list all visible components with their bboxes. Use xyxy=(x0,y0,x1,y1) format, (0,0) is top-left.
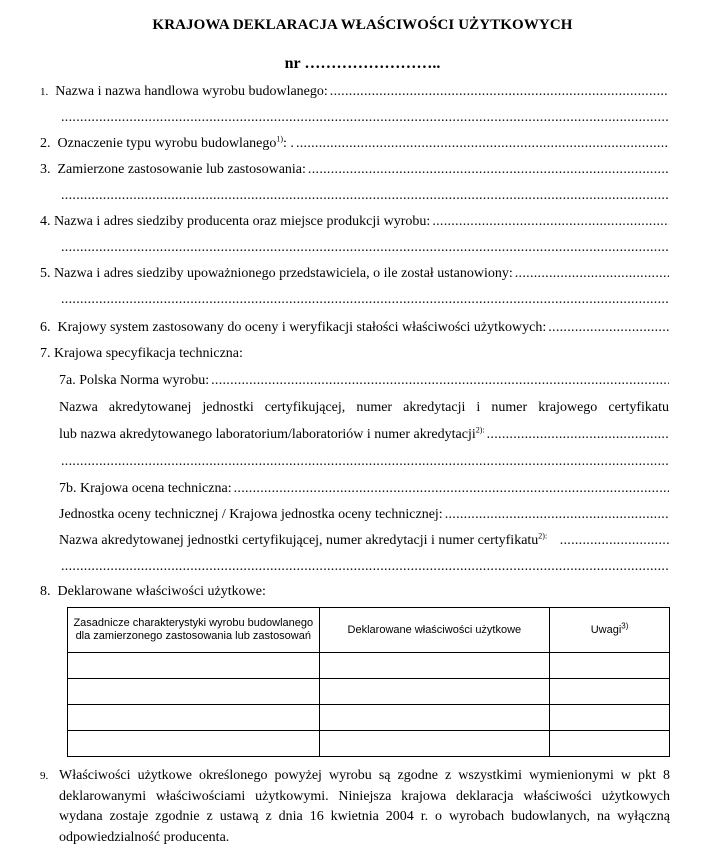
table-cell[interactable] xyxy=(550,679,670,705)
conformity-statement xyxy=(40,766,670,848)
fill-line xyxy=(61,452,669,472)
table-row xyxy=(68,679,670,705)
table-cell[interactable] xyxy=(319,653,550,679)
table-header-row xyxy=(68,608,670,653)
fill-line xyxy=(61,186,669,206)
fill-line xyxy=(487,425,669,445)
field-7b-unit-label: Jednostka oceny technicznej / Krajowa jednostka oceny technicznej: xyxy=(59,507,443,522)
field-3[interactable] xyxy=(40,160,669,180)
table-row xyxy=(68,653,670,679)
fill-line xyxy=(234,479,669,499)
field-6[interactable] xyxy=(40,318,669,338)
field-8 xyxy=(40,582,669,602)
table-cell[interactable] xyxy=(68,679,320,705)
fill-line xyxy=(432,212,669,232)
column-header-characteristics: Zasadnicze charakterystyki wyrobu budowlanego dla zamierzonego zastosowania lub zastosowań xyxy=(68,608,320,653)
table-cell[interactable] xyxy=(550,653,670,679)
remarks-label: Uwagi xyxy=(590,623,622,636)
field-5-continuation[interactable] xyxy=(59,290,669,310)
table-row xyxy=(68,705,670,731)
item-number: 8. xyxy=(40,584,51,599)
page-title: KRAJOWA DEKLARACJA WŁAŚCIWOŚCI UŻYTKOWYCH xyxy=(152,17,573,33)
column-header-declared-performance: Deklarowane właściwości użytkowe xyxy=(319,608,550,653)
field-7 xyxy=(40,344,669,364)
fill-line xyxy=(61,557,669,577)
footnote-ref: 1) xyxy=(276,134,284,144)
table-cell[interactable] xyxy=(550,731,670,757)
field-3-continuation[interactable] xyxy=(59,186,669,206)
field-6-label: Krajowy system zastosowany do oceny i weryfikacji stałości właściwości użytkowych: xyxy=(57,320,547,335)
fill-line xyxy=(61,108,669,128)
fill-line xyxy=(61,238,669,258)
table-cell[interactable] xyxy=(319,731,550,757)
column-header-remarks xyxy=(550,608,670,653)
field-4-label: 4. Nazwa i adres siedziby producenta oraz miejsce produkcji wyrobu: xyxy=(40,214,431,229)
fill-line xyxy=(330,82,669,102)
field-1-label: Nazwa i nazwa handlowa wyrobu budowlanego: xyxy=(55,84,328,99)
field-7a-continuation[interactable] xyxy=(59,452,669,472)
field-4-continuation[interactable] xyxy=(59,238,669,258)
table-cell[interactable] xyxy=(550,705,670,731)
field-1-continuation[interactable] xyxy=(59,108,669,128)
field-7a-cert-line1: Nazwa akredytowanej jednostki certyfikującej, numer akredytacji i numer krajowego certyfikatu xyxy=(59,400,669,415)
field-1[interactable] xyxy=(40,82,669,102)
item-number: 1. xyxy=(40,86,49,98)
field-5[interactable] xyxy=(40,264,669,284)
footnote-ref: 2): xyxy=(538,531,548,541)
field-7a-cert-label: lub nazwa akredytowanego laboratorium/laboratoriów i numer akredytacji xyxy=(59,427,476,442)
fill-line xyxy=(445,505,669,525)
fill-line xyxy=(296,134,669,154)
field-7a-label: 7a. Polska Norma wyrobu: xyxy=(59,373,210,388)
field-4[interactable] xyxy=(40,212,669,232)
fill-line xyxy=(211,371,669,391)
field-7-label: 7. Krajowa specyfikacja techniczna: xyxy=(40,346,243,361)
fill-line xyxy=(560,531,669,551)
footnote-ref: 2): xyxy=(475,425,485,435)
table-cell[interactable] xyxy=(319,679,550,705)
field-7b-unit[interactable] xyxy=(59,505,669,525)
item-number: 6. xyxy=(40,320,51,335)
field-2-label: Oznaczenie typu wyrobu budowlanego xyxy=(57,136,277,151)
fill-line xyxy=(308,160,669,180)
field-2[interactable] xyxy=(40,134,669,154)
table-cell[interactable] xyxy=(68,731,320,757)
field-7b-cert-label: Nazwa akredytowanej jednostki certyfikującej, numer akredytacji i numer certyfikatu xyxy=(59,533,539,548)
table-cell[interactable] xyxy=(319,705,550,731)
declaration-number: nr …………………….. xyxy=(284,55,441,72)
field-8-label: Deklarowane właściwości użytkowe: xyxy=(57,584,266,599)
fill-line xyxy=(61,290,669,310)
footnote-ref: 3) xyxy=(621,620,629,630)
field-2-suffix: : . xyxy=(283,136,294,151)
conformity-statement-text: Właściwości użytkowe określonego powyżej wyrobu są zgodne z wszystkimi wymienionymi w pkt 8 deklarowanymi właściwościami użytkowymi. Niniejsza krajowa deklaracja właściwości użytkowych wydana zostaje zgodnie z ustawą z dnia 16 kwietnia 2004 r. o wyrobach budowlanych, na wyłączną odpowiedzialność producenta. xyxy=(59,768,670,845)
item-number: 3. xyxy=(40,162,51,177)
table-cell[interactable] xyxy=(68,705,320,731)
field-7a-cert[interactable] xyxy=(59,425,669,445)
item-number: 9. xyxy=(40,770,49,782)
item-number: 2. xyxy=(40,136,51,151)
declared-performance-table xyxy=(67,607,670,757)
table-row xyxy=(68,731,670,757)
field-7b-continuation[interactable] xyxy=(59,557,669,577)
field-3-label: Zamierzone zastosowanie lub zastosowania: xyxy=(57,162,306,177)
field-5-label: 5. Nazwa i adres siedziby upoważnionego przedstawiciela, o ile został ustanowiony: xyxy=(40,266,513,281)
table-cell[interactable] xyxy=(68,653,320,679)
field-7a[interactable] xyxy=(59,371,669,391)
fill-line xyxy=(548,318,669,338)
fill-line xyxy=(515,264,669,284)
field-7b[interactable] xyxy=(59,479,669,499)
field-7b-cert[interactable] xyxy=(59,531,669,551)
field-7b-label: 7b. Krajowa ocena techniczna: xyxy=(59,481,232,496)
